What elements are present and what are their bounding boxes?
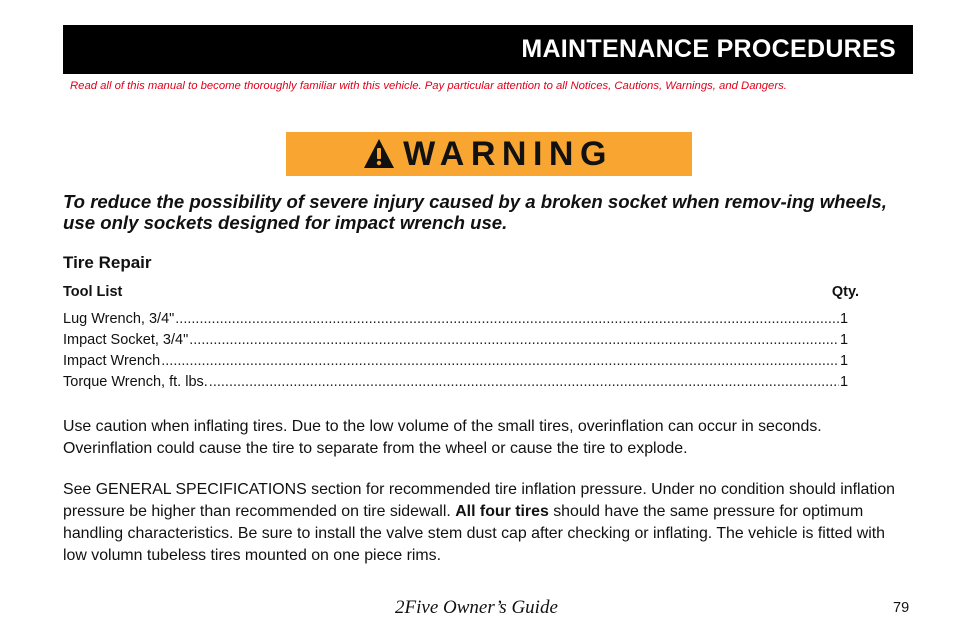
paragraph-text: should have the same pressure for optimum handling characteristics. Be sure to install the valve stem dust cap after checking or inflating. The vehicle is fitted with low volumn tubeless tires mounted on one piece rims. bbox=[63, 503, 886, 564]
warning-banner bbox=[286, 132, 692, 176]
emphasis-text: All four tires bbox=[455, 503, 549, 520]
tool-list-header bbox=[63, 284, 859, 300]
tool-name: Impact Wrench bbox=[63, 353, 161, 369]
tool-list-label: Tool List bbox=[63, 284, 123, 300]
tool-list bbox=[63, 311, 848, 395]
page-title: MAINTENANCE PROCEDURES bbox=[521, 35, 896, 63]
dot-leader bbox=[189, 332, 839, 348]
tool-qty: 1 bbox=[840, 353, 848, 369]
warning-triangle-icon bbox=[363, 138, 395, 170]
tool-row bbox=[63, 353, 848, 374]
warning-text: To reduce the possibility of severe injury caused by a broken socket when remov-ing wheels, use only sockets designed for impact wrench use. bbox=[63, 191, 887, 233]
paragraph-text: See GENERAL SPECIFICATIONS section for recommended tire inflation pressure. Under no condition should inflation pressure be higher than recommended on tire sidewall. bbox=[63, 481, 895, 520]
tool-qty: 1 bbox=[840, 374, 848, 390]
tool-row bbox=[63, 374, 848, 395]
header-bar bbox=[63, 25, 913, 74]
tool-name: Lug Wrench, 3/4" bbox=[63, 311, 175, 327]
page-number: 79 bbox=[893, 600, 910, 616]
inflation-caution-paragraph: Use caution when inflating tires. Due to the low volume of the small tires, overinflation can occur in seconds. Overinflation could cause the tire to separate from the wheel or cause the tire to explode. bbox=[63, 418, 822, 457]
tool-qty: 1 bbox=[840, 332, 848, 348]
section-title: Tire Repair bbox=[63, 253, 152, 272]
tool-row bbox=[63, 332, 848, 353]
tool-row bbox=[63, 311, 848, 332]
qty-label: Qty. bbox=[831, 284, 859, 300]
dot-leader bbox=[209, 374, 839, 390]
tool-qty: 1 bbox=[840, 311, 848, 327]
tool-name: Impact Socket, 3/4" bbox=[63, 332, 189, 348]
tool-name: Torque Wrench, ft. lbs. bbox=[63, 374, 208, 390]
dot-leader bbox=[175, 311, 839, 327]
read-manual-notice: Read all of this manual to become thoroughly familiar with this vehicle. Pay particular attention to all Notices, Cautions, Warnings, and Dangers. bbox=[70, 80, 787, 92]
footer-guide-title: 2Five Owner’s Guide bbox=[395, 597, 558, 618]
inflation-pressure-paragraph bbox=[63, 479, 913, 567]
dot-leader bbox=[161, 353, 839, 369]
warning-label: WARNING bbox=[403, 135, 613, 173]
